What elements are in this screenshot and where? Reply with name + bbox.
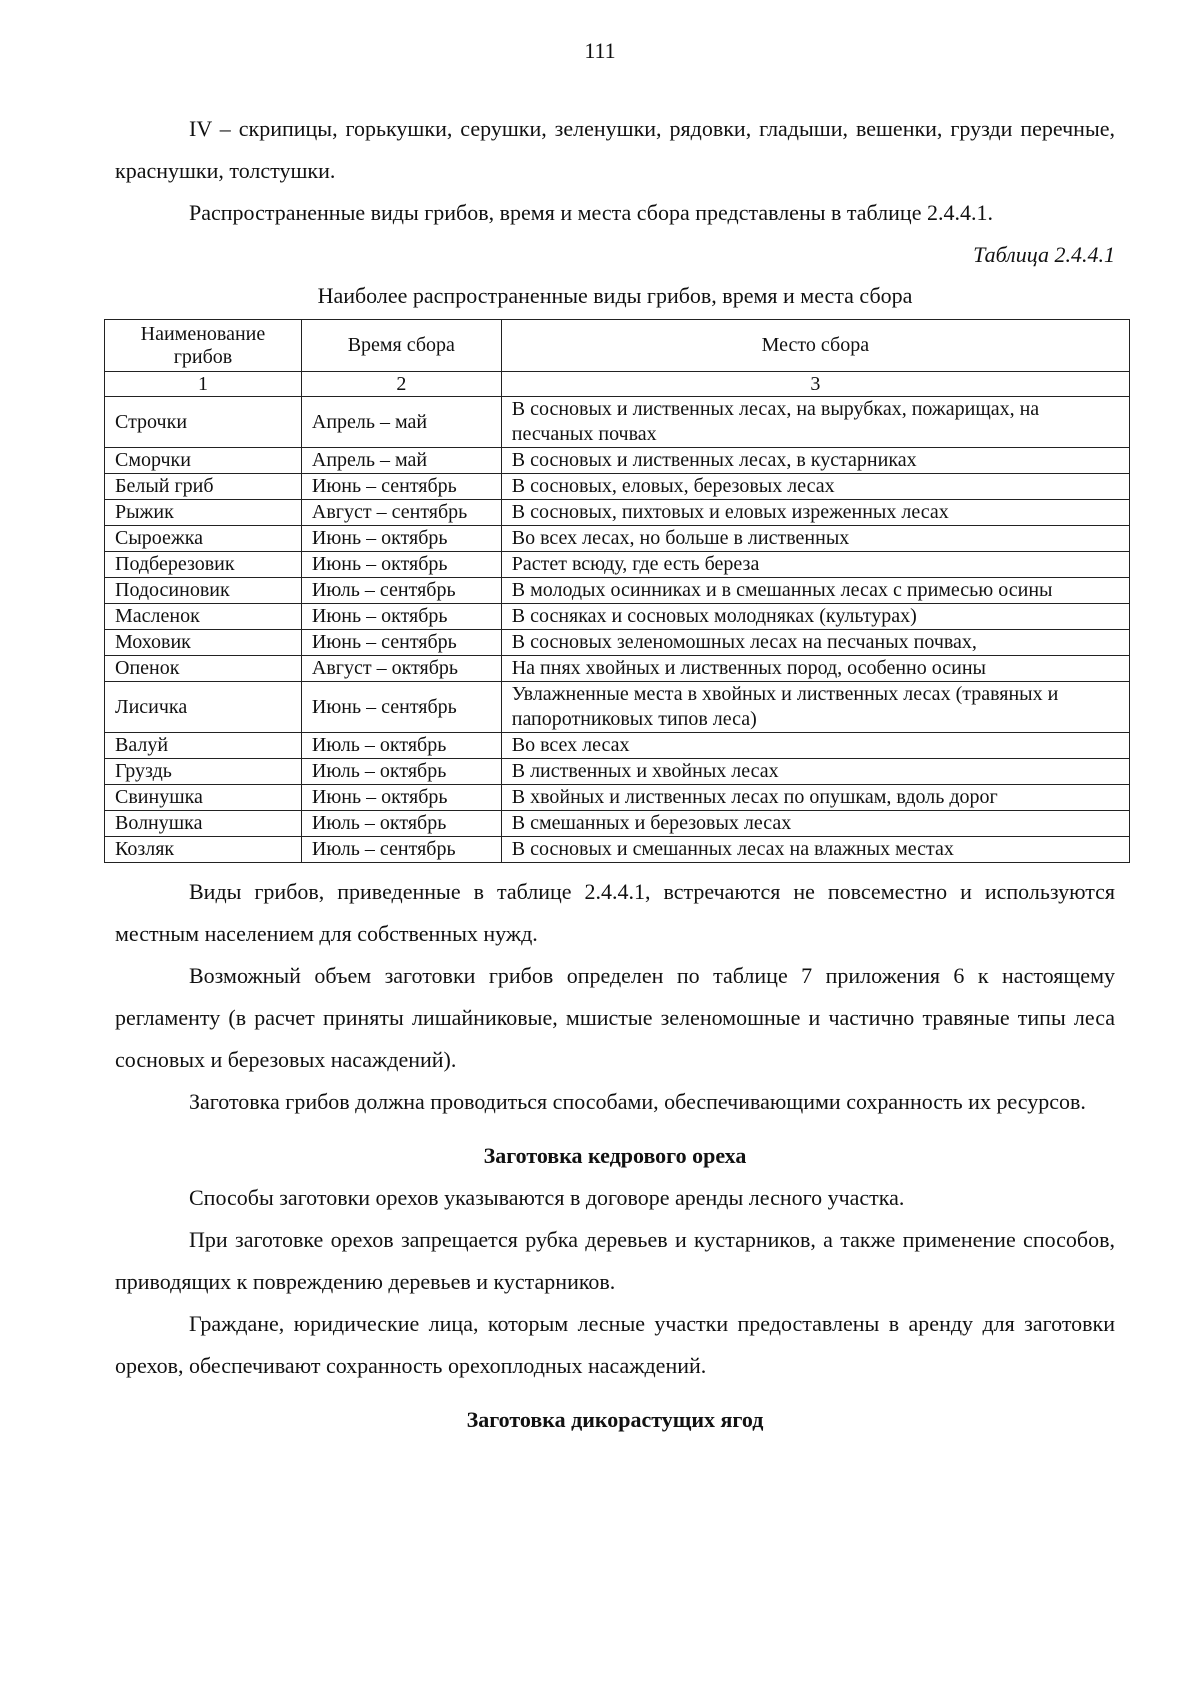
harvest-time-cell: Август – сентябрь: [301, 500, 501, 526]
mushroom-name-cell: Козляк: [105, 837, 302, 863]
mushroom-name-cell: Валуй: [105, 733, 302, 759]
table-row: [105, 656, 1130, 682]
harvest-place-cell: В сосновых зеленомошных лесах на песчаных почвах,: [501, 630, 1129, 656]
table-row: [105, 785, 1130, 811]
harvest-place-cell: В хвойных и лиственных лесах по опушкам, вдоль дорог: [501, 785, 1129, 811]
table-row: [105, 837, 1130, 863]
document-body: [115, 108, 1115, 1441]
table-row: [105, 448, 1130, 474]
harvest-time-cell: Июнь – сентябрь: [301, 682, 501, 733]
harvest-place-cell: В молодых осинниках и в смешанных лесах с примесью осины: [501, 578, 1129, 604]
harvest-time-cell: Июнь – октябрь: [301, 552, 501, 578]
mushroom-name-cell: Опенок: [105, 656, 302, 682]
mushroom-name-cell: Сморчки: [105, 448, 302, 474]
harvest-time-cell: Июнь – октябрь: [301, 604, 501, 630]
table-row: [105, 474, 1130, 500]
harvest-time-cell: Апрель – май: [301, 397, 501, 448]
paragraph-harvest-volume: Возможный объем заготовки грибов определен по таблице 7 приложения 6 к настоящему регламенту (в расчет приняты лишайниковые, мшистые зеленомошные и частично травяные типы леса сосновых и березовых насаждений).: [115, 963, 1115, 1072]
harvest-place-cell: Увлажненные места в хвойных и лиственных лесах (травяных и папоротниковых типов леса): [501, 682, 1129, 733]
table-row: [105, 630, 1130, 656]
harvest-place-cell: В сосновых и лиственных лесах, на вырубках, пожарищах, на песчаных почвах: [501, 397, 1129, 448]
heading-cedar-nut: Заготовка кедрового ореха: [483, 1143, 747, 1168]
harvest-place-cell: В сосновых и лиственных лесах, в кустарниках: [501, 448, 1129, 474]
table-header-row: [105, 320, 1130, 372]
mushroom-table: [104, 319, 1130, 863]
paragraph-harvest-methods: Заготовка грибов должна проводиться способами, обеспечивающими сохранность их ресурсов.: [189, 1089, 1086, 1114]
mushroom-name-cell: Строчки: [105, 397, 302, 448]
mushroom-name-cell: Белый гриб: [105, 474, 302, 500]
mushroom-name-cell: Рыжик: [105, 500, 302, 526]
paragraph-nut-methods: Способы заготовки орехов указываются в договоре аренды лесного участка.: [189, 1185, 905, 1210]
harvest-time-cell: Август – октябрь: [301, 656, 501, 682]
harvest-place-cell: В лиственных и хвойных лесах: [501, 759, 1129, 785]
table-row: [105, 733, 1130, 759]
harvest-time-cell: Июль – сентябрь: [301, 578, 501, 604]
intro-paragraph-table-ref: Распространенные виды грибов, время и места сбора представлены в таблице 2.4.4.1.: [189, 200, 993, 225]
table-row: [105, 500, 1130, 526]
table-number-caption: Таблица 2.4.4.1: [973, 242, 1115, 267]
paragraph-table-note: Виды грибов, приведенные в таблице 2.4.4.1, встречаются не повсеместно и используются местным населением для собственных нужд.: [115, 879, 1115, 946]
intro-paragraph-groups: IV – скрипицы, горькушки, серушки, зеленушки, рядовки, гладыши, вешенки, грузди перечные, краснушки, толстушки.: [115, 116, 1115, 183]
table-row: [105, 604, 1130, 630]
harvest-place-cell: В сосняках и сосновых молодняках (культурах): [501, 604, 1129, 630]
harvest-place-cell: Растет всюду, где есть береза: [501, 552, 1129, 578]
harvest-time-cell: Июнь – сентябрь: [301, 474, 501, 500]
paragraph-nut-tenants: Граждане, юридические лица, которым лесные участки предоставлены в аренду для заготовки орехов, обеспечивают сохранность орехоплодных насаждений.: [115, 1311, 1115, 1378]
mushroom-name-cell: Масленок: [105, 604, 302, 630]
column-number: 2: [301, 372, 501, 397]
harvest-place-cell: В сосновых, еловых, березовых лесах: [501, 474, 1129, 500]
harvest-place-cell: В сосновых, пихтовых и еловых изреженных лесах: [501, 500, 1129, 526]
mushroom-name-cell: Подберезовик: [105, 552, 302, 578]
page-number: 111: [584, 38, 616, 63]
harvest-time-cell: Июнь – октябрь: [301, 785, 501, 811]
harvest-time-cell: Июль – октябрь: [301, 733, 501, 759]
table-row: [105, 759, 1130, 785]
harvest-place-cell: В сосновых и смешанных лесах на влажных местах: [501, 837, 1129, 863]
table-title: Наиболее распространенные виды грибов, время и места сбора: [317, 283, 913, 308]
harvest-place-cell: В смешанных и березовых лесах: [501, 811, 1129, 837]
column-number: 1: [105, 372, 302, 397]
harvest-time-cell: Июнь – октябрь: [301, 526, 501, 552]
table-row: [105, 552, 1130, 578]
heading-wild-berries: Заготовка дикорастущих ягод: [466, 1407, 764, 1432]
mushroom-name-cell: Лисичка: [105, 682, 302, 733]
mushroom-name-cell: Волнушка: [105, 811, 302, 837]
header-time: Время сбора: [301, 320, 501, 372]
mushroom-name-cell: Сыроежка: [105, 526, 302, 552]
table-row: [105, 526, 1130, 552]
harvest-place-cell: На пнях хвойных и лиственных пород, особенно осины: [501, 656, 1129, 682]
harvest-time-cell: Июль – сентябрь: [301, 837, 501, 863]
harvest-place-cell: Во всех лесах: [501, 733, 1129, 759]
column-number-row: [105, 372, 1130, 397]
harvest-time-cell: Июль – октябрь: [301, 759, 501, 785]
mushroom-name-cell: Подосиновик: [105, 578, 302, 604]
harvest-time-cell: Июнь – сентябрь: [301, 630, 501, 656]
table-row: [105, 578, 1130, 604]
header-place: Место сбора: [501, 320, 1129, 372]
mushroom-name-cell: Груздь: [105, 759, 302, 785]
harvest-time-cell: Апрель – май: [301, 448, 501, 474]
table-row: [105, 397, 1130, 448]
harvest-place-cell: Во всех лесах, но больше в лиственных: [501, 526, 1129, 552]
harvest-time-cell: Июль – октябрь: [301, 811, 501, 837]
table-row: [105, 682, 1130, 733]
table-row: [105, 811, 1130, 837]
column-number: 3: [501, 372, 1129, 397]
header-name: Наименование грибов: [105, 320, 302, 372]
mushroom-name-cell: Свинушка: [105, 785, 302, 811]
paragraph-nut-prohibition: При заготовке орехов запрещается рубка деревьев и кустарников, а также применение способов, приводящих к повреждению деревьев и кустарников.: [115, 1227, 1115, 1294]
mushroom-name-cell: Моховик: [105, 630, 302, 656]
